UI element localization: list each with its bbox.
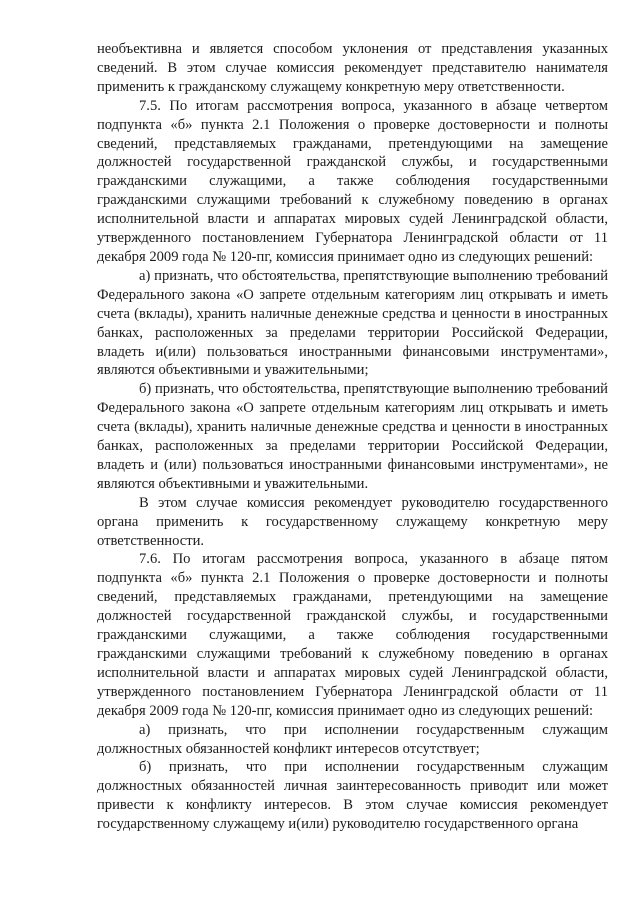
paragraph-7-6-b: б) признать, что при исполнении государственным служащим должностных обязанностей личная заинтересованность приводит или может привести к конфликту интересов. В этом случае комиссия рекомендует государственному служащему и(или) руководителю государственного органа xyxy=(97,759,608,833)
paragraph-7-5-b: б) признать, что обстоятельства, препятствующие выполнению требований Федерального закона «О запрете отдельным категориям лиц открывать и иметь счета (вклады), хранить наличные денежные средства и ценности в иностранных банках, расположенных за пределами территории Российской Федерации, владеть и (или) пользоваться иностранными финансовыми инструментами», не являются объективными и уважительными. xyxy=(97,381,608,492)
paragraph-7-6-a: а) признать, что при исполнении государственным служащим должностных обязанностей конфликт интересов отсутствует; xyxy=(97,721,608,757)
paragraph-7-6: 7.6. По итогам рассмотрения вопроса, указанного в абзаце пятом подпункта «б» пункта 2.1 Положения о проверке достоверности и полноты сведений, представляемых гражданами, претендующими на замещение должностей государственной гражданской службы, и государственными гражданскими служащими, а также соблюдения государственными гражданскими служащими требований к служебному поведению в органах исполнительной власти и аппаратах мировых судей Ленинградской области, утвержденного постановлением Губернатора Ленинградской области от 11 декабря 2009 года № 120-пг, комиссия принимает одно из следующих решений: xyxy=(97,551,608,719)
paragraph-7-5: 7.5. По итогам рассмотрения вопроса, указанного в абзаце четвертом подпункта «б» пункта 2.1 Положения о проверке достоверности и полноты сведений, представляемых гражданами, претендующими на замещение должностей государственной гражданской службы, и государственными гражданскими служащими, а также соблюдения государственными гражданскими служащими требований к служебному поведению в органах исполнительной власти и аппаратах мировых судей Ленинградской области, утвержденного постановлением Губернатора Ленинградской области от 11 декабря 2009 года № 120-пг, комиссия принимает одно из следующих решений: xyxy=(97,97,608,265)
paragraph-7-5-note: В этом случае комиссия рекомендует руководителю государственного органа применить к государственному служащему конкретную меру ответственности. xyxy=(97,494,608,549)
paragraph-continuation: необъективна и является способом уклонения от представления указанных сведений. В этом случае комиссия рекомендует представителю нанимателя применить к гражданскому служащему конкретную меру ответственности. xyxy=(97,41,608,95)
paragraph-7-5-a: а) признать, что обстоятельства, препятствующие выполнению требований Федерального закона «О запрете отдельным категориям лиц открывать и иметь счета (вклады), хранить наличные денежные средства и ценности в иностранных банках, расположенных за пределами территории Российской Федерации, владеть и(или) пользоваться иностранными финансовыми инструментами», являются объективными и уважительными; xyxy=(97,267,608,379)
